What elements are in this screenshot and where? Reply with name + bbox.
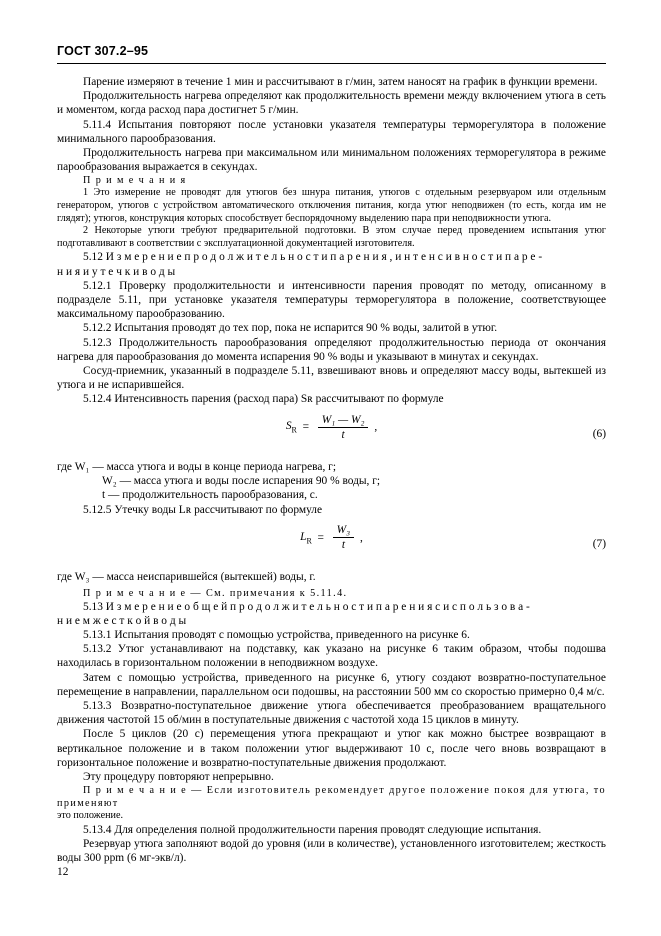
formula-6	[57, 414, 606, 441]
formula-7-fraction	[333, 524, 354, 551]
note-item-cont: это положение.	[57, 810, 124, 822]
formula-6-numerator: W₁ — W₂	[318, 414, 369, 428]
paragraph: Парение измеряют в течение 1 мин и рассчитывают в г/мин, затем наносят на график в функции времени.	[83, 76, 598, 88]
formula-6-equals: =	[299, 421, 312, 434]
paragraph: 5.13.4 Для определения полной продолжительности парения проводят следующие испытания.	[83, 823, 542, 836]
paragraph: Резервуар утюга заполняют водой до уровня (или в количестве), установленного изготовителем; жесткость воды 300 ppm (6 мг-экв/л).	[57, 838, 606, 865]
paragraph: 5.13.1 Испытания проводят с помощью устройства, приведенного на рисунке 6.	[83, 629, 470, 642]
formula-6-fraction	[318, 414, 369, 441]
paragraph: 5.12.5 Утечку воды Lʀ рассчитывают по формуле	[83, 504, 323, 517]
paragraph: 5.13.2 Утюг устанавливают на подставку, как указано на рисунке 6 таким образом, чтобы подошва находилась в горизонтальном положении в неподвижном воздухе.	[57, 643, 606, 670]
page-header: ГОСТ 307.2–95	[57, 44, 149, 58]
formula-7-denominator: t	[341, 539, 345, 552]
page-body	[57, 75, 606, 865]
where-line: t — продолжительность парообразования, с.	[102, 489, 318, 502]
formula-6-block	[57, 414, 606, 454]
where-line: W₂ — масса утюга и воды после испарения 90 % воды, г;	[102, 474, 381, 487]
where-line: где W₁ — масса утюга и воды в конце периода нагрева, г;	[57, 460, 336, 473]
formula-7	[57, 524, 606, 551]
paragraph: После 5 циклов (20 с) перемещения утюга прекращают и утюг как можно быстрее возвращают в вертикальное положение и в таком положении утюг выдерживают 10 с, после чего вновь возвращают в горизонтальное положение и возвратно-поступательные движения продолжают.	[57, 728, 606, 769]
paragraph: Продолжительность нагрева при максимальном или минимальном положениях терморегулятора в режиме парообразования выражается в секундах.	[57, 147, 606, 174]
section-heading: 5.13 И з м е р е н и е о б щ е й п р о д о л ж и т е л ь н о с т и п а р е н и я с и с п о л ь з о в а -	[83, 600, 530, 613]
note-reference: П р и м е ч а н и е — См. примечания к 5.11.4.	[83, 587, 348, 599]
section-heading: 5.12 И з м е р е н и е п р о д о л ж и т е л ь н о с т и п а р е н и я , и н т е н с и в н о с т и п а р е -	[83, 251, 543, 264]
formula-6-lhs: $S_R$	[285, 419, 297, 435]
note-item: П р и м е ч а н и е — Если изготовитель рекомендует другое положение покоя для утюга, то применяют	[57, 785, 606, 810]
header-divider	[57, 63, 606, 64]
paragraph: Сосуд-приемник, указанный в подразделе 5.11, взвешивают вновь и определяют массу воды, вытекшей из утюга и не испарившейся.	[57, 365, 606, 392]
section-heading-line2: н и е м ж е с т к о й в о д ы	[57, 614, 187, 627]
paragraph: Затем с помощью устройства, приведенного на рисунке 6, утюгу создают возвратно-поступательное перемещение в направлении, параллельном оси подошвы, на расстоянии 500 мм со скоростью примерно 0,4 м/с.	[57, 671, 606, 698]
paragraph: 5.12.1 Проверку продолжительности и интенсивности парения проводят по методу, описанному в подразделе 5.11, при установке указателя температуры терморегулятора в положение, соответствующее максимальному парообразованию.	[57, 279, 606, 321]
where-line: где W₃ — масса неиспарившейся (вытекшей) воды, г.	[57, 571, 316, 584]
formula-6-period: ,	[374, 421, 378, 434]
page-number: 12	[57, 866, 69, 878]
formula-7-numerator: W₃	[333, 524, 354, 538]
paragraph: 5.13.3 Возвратно-поступательное движение утюга обеспечивается преобразованием вращательного движения частотой 15 об/мин в поступательные движения с частотой хода 15 циклов в минуту.	[57, 700, 606, 727]
paragraph: Продолжительность нагрева определяют как продолжительность времени между включением утюга в сеть и моментом, когда расход пара достигнет 5 г/мин.	[57, 90, 606, 117]
paragraph: 5.12.4 Интенсивность парения (расход пара) Sʀ рассчитывают по формуле	[83, 393, 444, 406]
formula-7-equals: =	[314, 531, 327, 544]
formula-7-block	[57, 524, 606, 564]
note-item: 2 Некоторые утюги требуют предварительной подготовки. В этом случае перед проведением испытания утюг подготавливают в соответствии с эксплуатационной документацией изготовителя.	[57, 225, 606, 249]
formula-7-lhs: $L_R$	[300, 530, 312, 546]
formula-6-denominator: t	[341, 428, 345, 441]
formula-7-period: ,	[359, 531, 363, 544]
notes-heading: П р и м е ч а н и я	[83, 175, 187, 187]
paragraph: 5.11.4 Испытания повторяют после установки указателя температуры терморегулятора в положение минимального парообразования.	[57, 118, 606, 145]
paragraph: 5.12.3 Продолжительность парообразования определяют продолжительностью периода от окончания нагрева для парообразования до момента испарения 90 % воды и указывают в минутах и секундах.	[57, 336, 606, 363]
note-item: 1 Это измерение не проводят для утюгов без шнура питания, утюгов с отдельным резервуаром или отдельным генератором, утюгов с устройством автоматического отключения питания, когда утюг неподвижен (то есть, когда им не глядят); утюгов, конструкция которых способствует беспорядочному выделению пара при неподвижности утюга.	[57, 187, 606, 224]
paragraph: Эту процедуру повторяют непрерывно.	[83, 771, 274, 784]
formula-6-number: (6)	[592, 427, 606, 440]
paragraph: 5.12.2 Испытания проводят до тех пор, пока не испарится 90 % воды, залитой в утюг.	[83, 322, 498, 335]
formula-7-number: (7)	[592, 538, 606, 551]
section-heading-line2: н и я и у т е ч к и в о д ы	[57, 265, 176, 278]
